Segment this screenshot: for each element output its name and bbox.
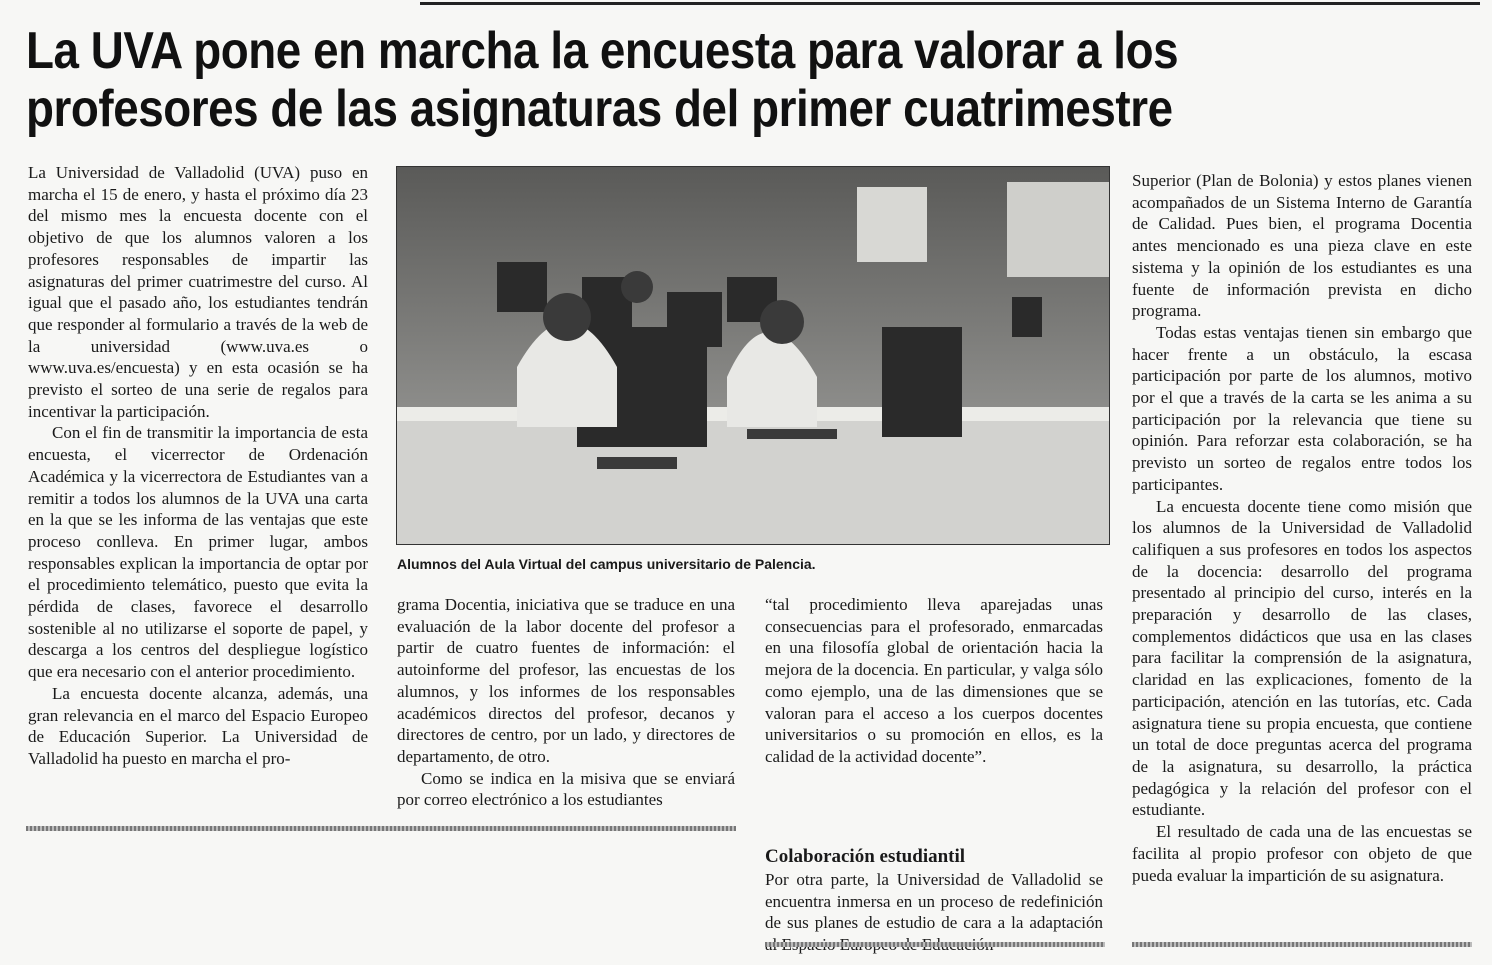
headline-line-1: La UVA pone en marcha la encuesta para valorar a los — [26, 22, 1179, 80]
section-subheading: Colaboración estudiantil — [765, 846, 966, 867]
top-rule — [420, 2, 1480, 5]
headline — [26, 22, 1302, 138]
article-column-4 — [1132, 170, 1472, 886]
shaded-rule — [26, 826, 736, 831]
paragraph: La encuesta docente tiene como misión que los alumnos de la Universidad de Valladolid califiquen a sus profesores en todos los aspectos de la docencia: desarrollo del programa presentado al principio del curso, interés en la preparación y desarrollo de las clases, complementos didácticos que usa en las clases para facilitar la comprensión de la asignatura, claridad en las explicaciones, fomento de la participación, atención en las tutorías, etc. Cada asignatura tiene su propia encuesta, que contiene un total de doce preguntas acerca del programa de la asignatura, su desarrollo, la práctica pedagógica y la relación del profesor con el estudiante. — [1132, 496, 1472, 820]
paragraph: Con el fin de transmitir la importancia de esta encuesta, el vicerrector de Ordenación Académica y la vicerrectora de Estudiantes van a remitir a todos los alumnos de la UVA una carta en la que se les informa de las ventajas que este proceso conlleva. En primer lugar, ambos responsables explican la importancia de optar por el procedimiento telemático, puesto que evita la pérdida de clases, favorece el desarrollo sostenible al no utilizarse el soporte de papel, y descarga a los centros del despliegue logístico que era necesario con el anterior procedimiento. — [28, 423, 368, 682]
paragraph: Por otra parte, la Universidad de Valladolid se encuentra inmersa en un proceso de redefinición de sus planes de estudio de cara a la adaptación — [765, 870, 1103, 933]
paragraph: El resultado de cada una de las encuestas se facilita al propio profesor con objeto de que pueda evaluar la impartición de su asignatura. — [1132, 822, 1472, 885]
article-column-3-subsection — [765, 845, 1103, 956]
paragraph: “tal procedimiento lleva aparejadas unas consecuencias para el profesorado, enmarcadas en una filosofía global de orientación hacia la mejora de la docencia. En particular, y valga sólo como ejemplo, una de las dimensiones que se valoran para el acceso a los cuerpos docentes universitarios o su promoción en ellos, es la calidad de la actividad docente”. — [765, 595, 1103, 766]
photo-caption: Alumnos del Aula Virtual del campus universitario de Palencia. — [397, 556, 816, 572]
shaded-rule — [1132, 942, 1472, 947]
paragraph: grama Docentia, iniciativa que se traduce en una evaluación de la labor docente del profesor a partir de cuatro fuentes de información: el autoinforme del profesor, las encuestas de los alumnos, y los informes de los responsables académicos directos del profesor, decanos y directores de centro, por un lado, y directores de departamento, de otro. — [397, 595, 735, 766]
article-column-2 — [397, 594, 735, 811]
paragraph: Todas estas ventajas tienen sin embargo que hacer frente a un obstáculo, la escasa participación por parte de los alumnos, motivo por el que a través de la carta se les anima a su participación por la relevancia que tiene su opinión. Para reforzar esta colaboración, se ha previsto un sorteo de regalos entre todos los participantes. — [1132, 322, 1472, 494]
article-column-3 — [765, 594, 1103, 768]
paragraph: Como se indica en la misiva que se enviará por correo electrónico a los estudiantes — [397, 768, 735, 810]
shaded-rule — [765, 942, 1105, 947]
paragraph: La encuesta docente alcanza, además, una gran relevancia en el marco del Espacio Europeo de Educación Superior. La Universidad de Valladolid ha puesto en marcha el pro- — [28, 683, 368, 768]
article-column-1 — [28, 162, 368, 770]
paragraph: Superior (Plan de Bolonia) y estos planes vienen acompañados de un Sistema Interno de Garantía de Calidad. Pues bien, el programa Docentia antes mencionado es una pieza clave en este sistema y la opinión de los estudiantes es una fuente de información prevista en dicho programa. — [1132, 171, 1472, 321]
paragraph: La Universidad de Valladolid (UVA) puso en marcha el 15 de enero, y hasta el próximo día 23 del mismo mes la encuesta docente con el objetivo de que los alumnos valoren a los profesores responsables de impartir las asignaturas del primer cuatrimestre del curso. Al igual que el pasado año, los estudiantes tendrán que responder al formulario a través de la web de la universidad (www.uva.es o www.uva.es/encuesta) y en esta ocasión se ha previsto el sorteo de una serie de regalos para incentivar la participación. — [28, 163, 368, 421]
headline-line-2: profesores de las asignaturas del primer cuatrimestre — [26, 80, 1173, 138]
computer-lab-illustration — [397, 167, 1109, 544]
classroom-photo — [396, 166, 1110, 545]
